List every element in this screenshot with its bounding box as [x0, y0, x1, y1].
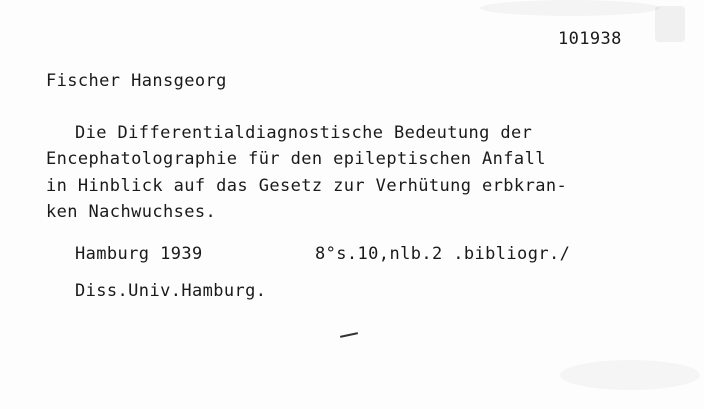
- author-name: Fischer Hansgeorg: [46, 71, 227, 91]
- scan-smudge: [480, 0, 660, 16]
- scan-smudge: [560, 360, 700, 390]
- title-line: in Hinblick auf das Gesetz zur Verhütung erbkran-: [46, 176, 568, 196]
- imprint-place-year: Hamburg 1939: [75, 244, 203, 264]
- title-line: Die Differentialdiagnostische Bedeutung der: [75, 123, 533, 143]
- pen-mark: [340, 332, 358, 338]
- title-line: Encephatolographie für den epileptischen Anfall: [46, 149, 546, 169]
- title-line: ken Nachwuchses.: [46, 202, 217, 222]
- imprint-format: 8°s.10,nlb.2 .bibliogr./: [315, 244, 571, 264]
- catalog-number: 101938: [558, 29, 622, 49]
- dissertation-note: Diss.Univ.Hamburg.: [75, 281, 267, 301]
- scan-smudge: [655, 6, 685, 42]
